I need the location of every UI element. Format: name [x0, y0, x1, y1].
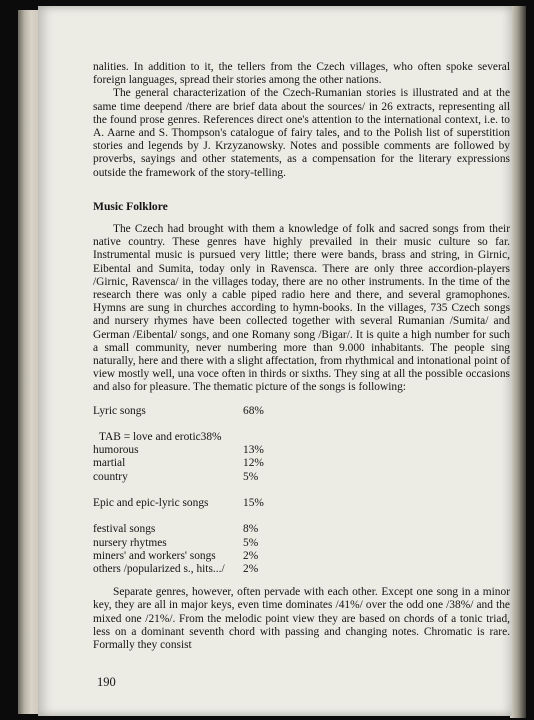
page-stack-left-edge — [18, 10, 40, 714]
song-genre-table — [93, 405, 510, 576]
row-label: Lyric songs — [93, 404, 146, 417]
row-value: 68% — [243, 404, 264, 417]
table-row — [93, 550, 510, 563]
table-row — [93, 523, 510, 536]
row-label: others /popularized s., hits.../ — [93, 562, 225, 575]
row-value: 8% — [243, 523, 259, 536]
page-text — [93, 61, 510, 652]
table-row — [93, 431, 510, 444]
page-number: 190 — [97, 675, 116, 689]
paragraph-characterization: The general characterization of the Czech-Rumanian stories is illustrated and at the same time deepend /there are brief data about the sources/ in 26 extracts, representing all the found prose genres. References direct one's attention to the international context, i.e. to A. Aarne and S. Thompson's catalogue of fairy tales, and to the Polish list of superstition stories and legends by J. Krzyzanowsky. Notes and possible comments are followed by proverbs, sayings and other statements, as a compensation for the literary expressions outside the framework of the story-telling. — [93, 87, 510, 179]
row-value: 2% — [243, 549, 259, 562]
paragraph-intro-continued: nalities. In addition to it, the tellers from the Czech villages, who often spoke several foreign languages, spread their stories among the other nations. — [93, 61, 510, 87]
table-row — [93, 497, 510, 510]
section-heading: Music Folklore — [93, 199, 168, 213]
table-row — [93, 457, 510, 470]
row-label: country — [93, 470, 128, 483]
tab-line: TAB = love and erotic38% — [99, 431, 222, 444]
row-value: 5% — [243, 536, 259, 549]
row-label: nursery rhytmes — [93, 536, 167, 549]
row-label: festival songs — [93, 523, 156, 536]
row-value: 15% — [243, 496, 264, 509]
row-value: 2% — [243, 562, 259, 575]
table-row — [93, 537, 510, 550]
paragraph-genres-pervade: Separate genres, however, often pervade with each other. Except one song in a minor key, they are all in major keys, even time dominates /41%/ over the odd one /38%/ and the mixed one /21%/. From the melodic point view they are based on chords of a tonic triad, less on a dominant seventh chord with passing and changing notes. Chromatic is rare. Formally they consist — [93, 586, 510, 651]
table-row — [93, 405, 510, 418]
row-label: martial — [93, 457, 126, 470]
row-value: 12% — [243, 457, 264, 470]
row-value: 5% — [243, 470, 259, 483]
page-stack-right-edge — [510, 6, 526, 718]
table-row — [93, 563, 510, 576]
row-label: humorous — [93, 444, 139, 457]
row-label: Epic and epic-lyric songs — [93, 496, 209, 509]
table-row — [93, 444, 510, 457]
row-value: 13% — [243, 444, 264, 457]
paragraph-music-folklore: The Czech had brought with them a knowledge of folk and sacred songs from their native country. These genres have highly prevailed in their music culture so far. Instrumental music is pursued very little; there were bands, brass and string, in Girnic, Eibental and Sumita, today only in Ravensca. There are only three accordion-players /Girnic, Ravensca/ in the villages today, there are no other instruments. In the time of the research there was only a cable piped radio here and there, and several gramophones. Hymns are sung in churches according to hymn-books. In the villages, 735 Czech songs and nursery rhymes have been collected together with several Rumanian /Sumita/ and German /Eibental/ songs, and one Romany song /Bigar/. It is quite a high number for such a small community, never numbering more than 9.000 inhabitants. The people sing naturally, here and there with a slight affectation, from rhythmical and intonational point of view mostly well, una voce often in thirds or sixths. They sing at all the possible occasions and also for pleasure. The thematic picture of the songs is following: — [93, 223, 510, 394]
table-row — [93, 471, 510, 484]
row-label: miners' and workers' songs — [93, 549, 216, 562]
